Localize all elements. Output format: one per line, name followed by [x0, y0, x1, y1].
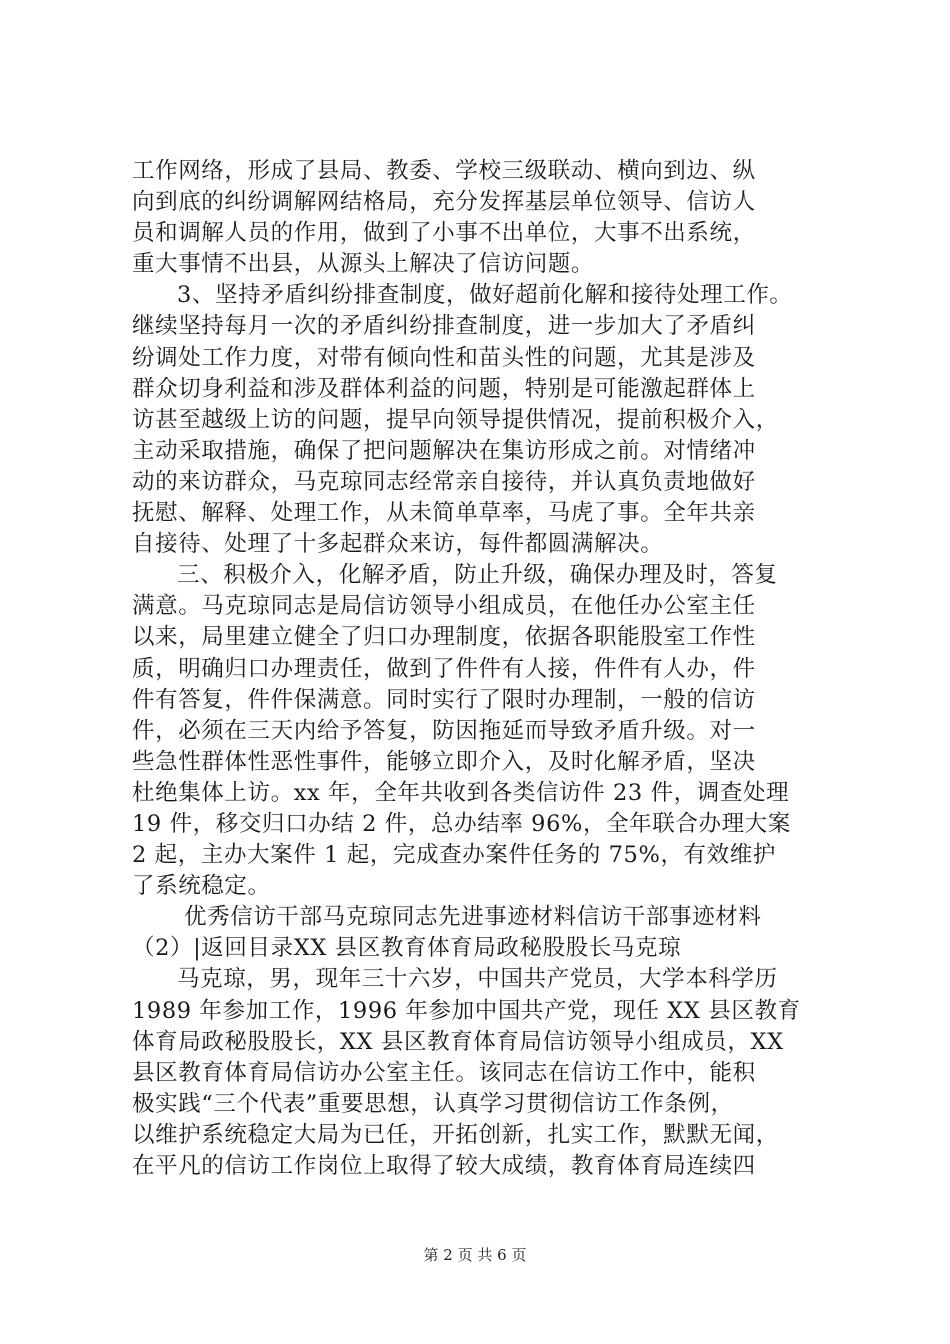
- body-text: [132, 156, 832, 1182]
- text-line: 在平凡的信访工作岗位上取得了较大成绩，教育体育局连续四: [132, 1153, 756, 1179]
- text-line: 员和调解人员的作用，做到了小事不出单位，大事不出系统，: [132, 220, 756, 247]
- text-line: 抚慰、解释、处理工作，从未简单草率，马虎了事。全年共亲: [132, 500, 756, 527]
- text-line: 访甚至越级上访的问题，提早向领导提供情况，提前积极介入，: [132, 406, 779, 433]
- text-line: 动的来访群众，马克琼同志经常亲自接待，并认真负责地做好: [132, 468, 756, 495]
- text-line: 杜绝集体上访。xx 年，全年共收到各类信访件 23 件，调查处理: [132, 779, 790, 806]
- text-line: 满意。马克琼同志是局信访领导小组成员，在他任办公室主任: [132, 593, 756, 620]
- text-line: 继续坚持每月一次的矛盾纠纷排查制度，进一步加大了矛盾纠: [132, 313, 756, 340]
- text-line: 极实践“三个代表”重要思想，认真学习贯彻信访工作条例，: [132, 1090, 734, 1117]
- text-line: 了系统稳定。: [132, 873, 271, 900]
- page-number-footer: 第 2 页 共 6 页: [423, 1246, 527, 1264]
- text-line: 自接待、处理了十多起群众来访，每件都圆满解决。: [132, 531, 664, 558]
- text-line: 群众切身利益和涉及群体利益的问题，特别是可能激起群体上: [132, 375, 756, 402]
- text-line: 工作网络，形成了县局、教委、学校三级联动、横向到边、纵: [132, 158, 756, 184]
- text-line: 纷调处工作力度，对带有倾向性和苗头性的问题，尤其是涉及: [132, 344, 756, 371]
- text-line: 重大事情不出县，从源头上解决了信访问题。: [132, 251, 595, 278]
- paragraph-start-line: 三、积极介入，化解矛盾，防止升级，确保办理及时，答复: [177, 562, 778, 589]
- text-line: 件，必须在三天内给予答复，防因拖延而导致矛盾升级。对一: [132, 717, 756, 744]
- text-line: 2 起，主办大案件 1 起，完成查办案件任务的 75%，有效维护: [132, 842, 776, 869]
- text-line: 以维护系统稳定大局为已任，开拓创新，扎实工作，默默无闻，: [132, 1121, 779, 1148]
- paragraph-start-line: 3、坚持矛盾纠纷排查制度，做好超前化解和接待处理工作。: [177, 282, 793, 309]
- section-title-line: 优秀信访干部马克琼同志先进事迹材料信访干部事迹材料: [184, 904, 762, 931]
- section-title-line: （2）|返回目录XX 县区教育体育局政秘股股长马克琼: [132, 935, 682, 962]
- text-line: 向到底的纠纷调解网结格局，充分发挥基层单位领导、信访人: [132, 189, 756, 216]
- text-line: 1989 年参加工作，1996 年参加中国共产党，现任 XX 县区教育: [132, 997, 801, 1024]
- text-line: 质，明确归口办理责任，做到了件件有人接，件件有人办，件: [132, 655, 756, 682]
- paragraph-start-line: 马克琼，男，现年三十六岁，中国共产党员，大学本科学历: [177, 966, 778, 993]
- text-line: 体育局政秘股股长，XX 县区教育体育局信访领导小组成员，XX: [132, 1028, 784, 1055]
- text-line: 县区教育体育局信访办公室主任。该同志在信访工作中，能积: [132, 1059, 756, 1086]
- text-line: 以来，局里建立健全了归口办理制度，依据各职能股室工作性: [132, 624, 756, 651]
- text-line: 主动采取措施，确保了把问题解决在集访形成之前。对情绪冲: [132, 437, 756, 464]
- text-line: 19 件，移交归口办结 2 件，总办结率 96%，全年联合办理大案: [132, 810, 791, 837]
- text-line: 些急性群体性恶性事件，能够立即介入，及时化解矛盾，坚决: [132, 748, 756, 775]
- text-line: 件有答复，件件保满意。同时实行了限时办理制，一般的信访: [132, 686, 756, 713]
